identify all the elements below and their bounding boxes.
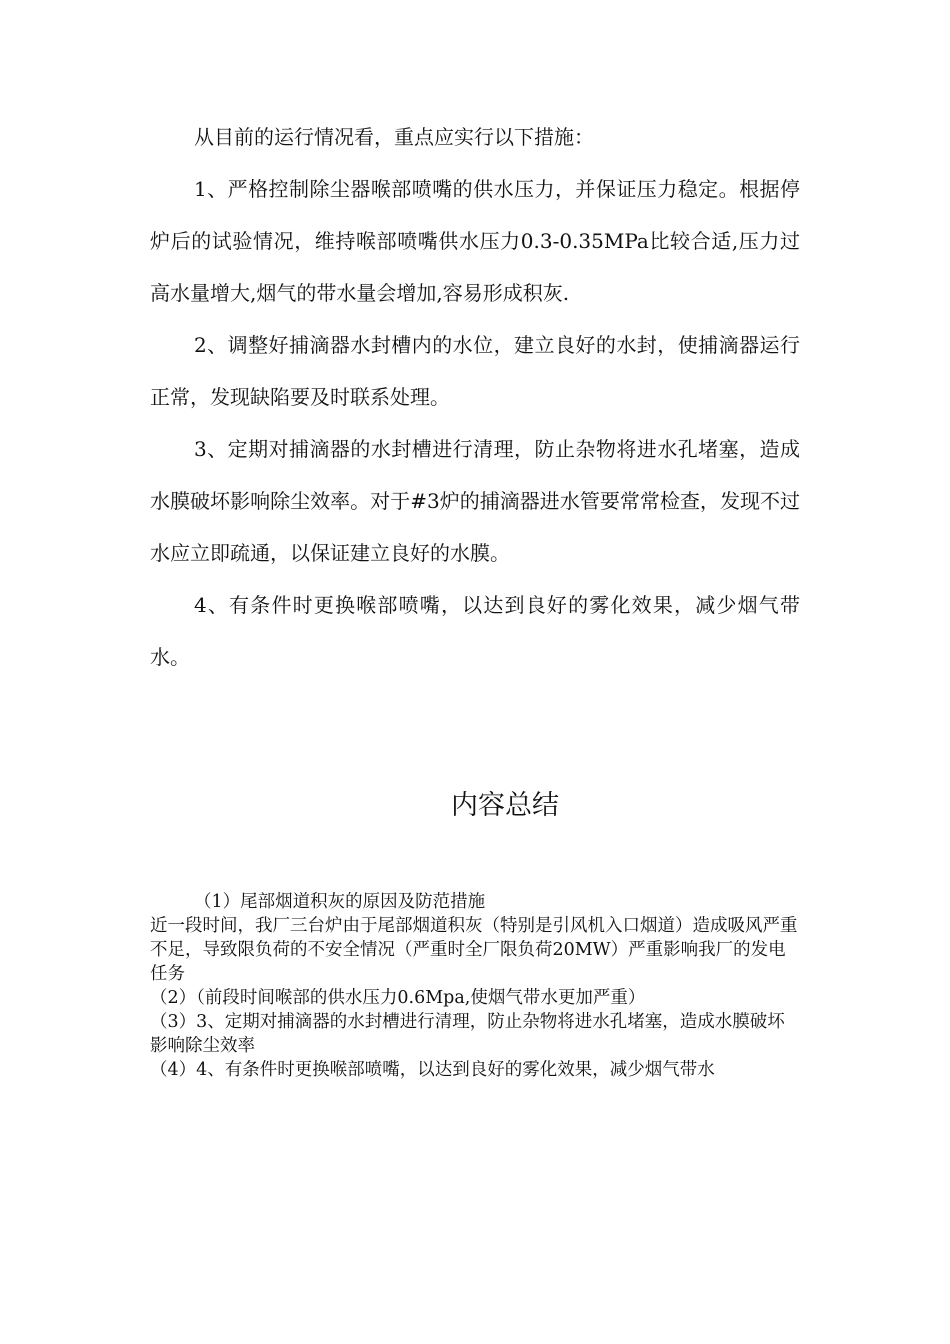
- summary-line-5: （4）4、有条件时更换喉部喷嘴，以达到良好的雾化效果，减少烟气带水: [150, 1060, 715, 1080]
- summary-line-4: （3）3、定期对捕滴器的水封槽进行清理，防止杂物将进水孔堵塞，造成水膜破坏影响除尘效率: [150, 1012, 785, 1056]
- measure-2-paragraph: 2、调整好捕滴器水封槽内的水位，建立良好的水封，使捕滴器运行正常，发现缺陷要及时联系处理。: [150, 333, 800, 409]
- summary-line-1: （1）尾部烟道积灰的原因及防范措施: [194, 892, 486, 912]
- summary-line-2: 近一段时间，我厂三台炉由于尾部烟道积灰（特别是引风机入口烟道）造成吸风严重不足，导致限负荷的不安全情况（严重时全厂限负荷20MW）严重影响我厂的发电任务: [150, 916, 798, 984]
- measure-3-paragraph: 3、定期对捕滴器的水封槽进行清理，防止杂物将进水孔堵塞，造成水膜破坏影响除尘效率。对于#3炉的捕滴器进水管要常常检查，发现不过水应立即疏通，以保证建立良好的水膜。: [150, 437, 800, 565]
- summary-line-3: （2）（前段时间喉部的供水压力0.6Mpa,使烟气带水更加严重）: [150, 988, 646, 1008]
- measures-section: [150, 111, 800, 683]
- summary-section: [150, 890, 800, 1082]
- measure-1-paragraph: 1、严格控制除尘器喉部喷嘴的供水压力，并保证压力稳定。根据停炉后的试验情况，维持喉部喷嘴供水压力0.3-0.35MPa比较合适,压力过高水量增大,烟气的带水量会增加,容易形成积灰.: [150, 177, 800, 305]
- measure-4-paragraph: 4、有条件时更换喉部喷嘴，以达到良好的雾化效果，减少烟气带水。: [150, 593, 800, 669]
- summary-title: 内容总结: [451, 790, 559, 821]
- intro-paragraph: 从目前的运行情况看，重点应实行以下措施：: [194, 125, 594, 149]
